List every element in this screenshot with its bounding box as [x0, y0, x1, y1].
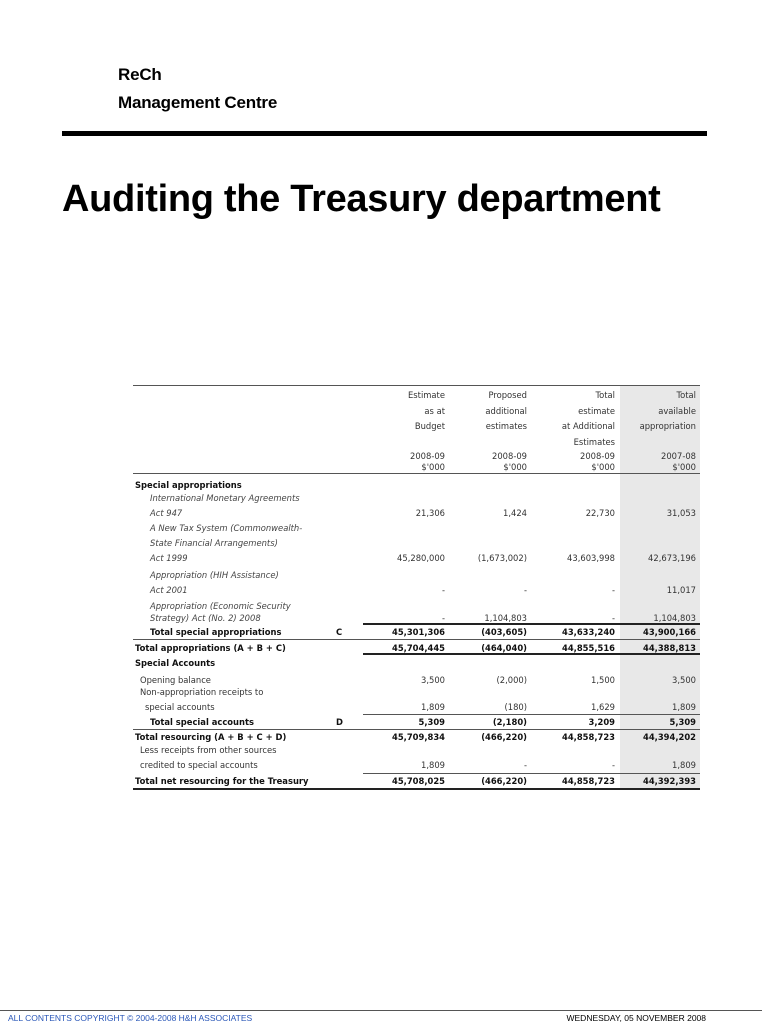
column-header-line: estimates — [485, 421, 527, 431]
header-divider — [62, 131, 707, 136]
table-cell: 42,673,196 — [648, 553, 696, 563]
column-header-line: at Additional — [561, 421, 615, 431]
table-cell: 45,704,445 — [392, 643, 445, 653]
column-year: 2008-09 — [492, 451, 527, 461]
table-cell: 3,500 — [672, 675, 696, 685]
row-label: Total special accounts — [150, 717, 254, 727]
column-year: 2008-09 — [580, 451, 615, 461]
copyright-notice: ALL CONTENTS COPYRIGHT © 2004-2008 H&H ASSOCIATES — [8, 1013, 253, 1023]
column-unit: $'000 — [421, 462, 445, 472]
table-cell: - — [441, 613, 445, 623]
column-unit: $'000 — [503, 462, 527, 472]
row-label: Special Accounts — [135, 658, 216, 668]
table-cell: (180) — [504, 702, 527, 712]
table-cell: (466,220) — [481, 776, 527, 786]
row-label: Less receipts from other sources — [140, 745, 277, 755]
row-label: special accounts — [145, 702, 215, 712]
table-cell: 45,709,834 — [392, 732, 445, 742]
row-label: Total special appropriations — [150, 627, 282, 637]
table-cell: 45,280,000 — [397, 553, 445, 563]
footer-date: WEDNESDAY, 05 NOVEMBER 2008 — [566, 1013, 706, 1023]
column-year: 2008-09 — [410, 451, 445, 461]
row-label: Total net resourcing for the Treasury — [135, 776, 309, 786]
table-rule — [363, 653, 700, 655]
document-title: Auditing the Treasury department — [62, 178, 661, 220]
table-cell: 1,104,803 — [653, 613, 696, 623]
table-cell: - — [611, 585, 615, 595]
column-header — [611, 388, 696, 435]
table-cell: 1,809 — [421, 702, 445, 712]
table-rule — [133, 639, 700, 640]
column-header-line: Estimate — [408, 390, 445, 400]
column-header-line: Estimates — [573, 436, 615, 447]
table-cell: 5,309 — [669, 717, 696, 727]
table-cell: 1,809 — [421, 760, 445, 770]
row-mark: C — [336, 627, 343, 637]
table-cell: 1,809 — [672, 702, 696, 712]
table-cell: 3,209 — [588, 717, 615, 727]
table-rule — [363, 623, 700, 625]
row-label: A New Tax System (Commonwealth- — [150, 523, 303, 533]
column-header — [442, 388, 527, 435]
table-cell: 5,309 — [418, 717, 445, 727]
table-cell: 44,855,516 — [562, 643, 615, 653]
column-header-line: Proposed — [488, 390, 527, 400]
table-cell: 1,809 — [672, 760, 696, 770]
column-header-line: available — [658, 405, 696, 416]
table-cell: 45,301,306 — [392, 627, 445, 637]
table-cell: - — [611, 613, 615, 623]
row-label: Total resourcing (A + B + C + D) — [135, 732, 287, 742]
table-cell: 44,858,723 — [562, 776, 615, 786]
table-cell: 31,053 — [666, 508, 696, 518]
table-cell: 45,708,025 — [392, 776, 445, 786]
table-cell: 11,017 — [666, 585, 696, 595]
column-year: 2007-08 — [661, 451, 696, 461]
table-rule — [133, 788, 700, 790]
row-label: Act 2001 — [150, 585, 188, 595]
column-header-line: appropriation — [639, 421, 696, 431]
table-cell: 1,629 — [591, 702, 615, 712]
table-cell: 44,392,393 — [643, 776, 696, 786]
row-label: Act 947 — [150, 508, 183, 518]
column-header-line: additional — [485, 405, 527, 416]
row-label: Special appropriations — [135, 480, 242, 490]
table-cell: 21,306 — [415, 508, 445, 518]
table-cell: 43,603,998 — [567, 553, 615, 563]
column-header-line: Budget — [414, 421, 445, 431]
row-label: Appropriation (HIH Assistance) — [150, 570, 279, 580]
table-cell: 44,858,723 — [562, 732, 615, 742]
column-unit: $'000 — [591, 462, 615, 472]
organization-subtitle: Management Centre — [118, 93, 278, 112]
row-label: Opening balance — [140, 675, 211, 685]
table-cell: (2,000) — [496, 675, 527, 685]
column-header-line: as at — [424, 405, 445, 416]
column-header — [360, 388, 445, 435]
budget-table — [133, 385, 700, 790]
table-cell: 44,388,813 — [643, 643, 696, 653]
row-label: Strategy) Act (No. 2) 2008 — [150, 613, 261, 623]
table-rule — [363, 714, 700, 715]
row-mark: D — [336, 717, 343, 727]
column-unit: $'000 — [672, 462, 696, 472]
table-cell: - — [523, 760, 527, 770]
column-header-line: Total — [676, 390, 696, 400]
table-cell: - — [611, 760, 615, 770]
table-cell: 43,633,240 — [562, 627, 615, 637]
table-cell: (403,605) — [481, 627, 527, 637]
row-label: Appropriation (Economic Security — [150, 601, 291, 611]
row-label: State Financial Arrangements) — [150, 538, 278, 548]
table-cell: (2,180) — [492, 717, 527, 727]
table-cell: 1,500 — [591, 675, 615, 685]
table-cell: 1,104,803 — [484, 613, 527, 623]
table-rule — [133, 473, 700, 474]
table-rule — [133, 385, 700, 386]
row-label: Non-appropriation receipts to — [140, 687, 264, 697]
table-cell: 44,394,202 — [643, 732, 696, 742]
table-rule — [133, 729, 700, 730]
table-cell: (466,220) — [481, 732, 527, 742]
organization-name: ReCh — [118, 65, 162, 84]
table-cell: 1,424 — [503, 508, 527, 518]
column-header — [530, 388, 615, 450]
table-cell: 43,900,166 — [643, 627, 696, 637]
column-header-line: estimate — [578, 405, 615, 416]
table-cell: - — [441, 585, 445, 595]
table-cell: 3,500 — [421, 675, 445, 685]
footer-divider — [0, 1010, 762, 1011]
table-cell: (1,673,002) — [477, 553, 527, 563]
table-cell: - — [523, 585, 527, 595]
row-label: Act 1999 — [150, 553, 188, 563]
column-header-line: Total — [595, 390, 615, 400]
table-rule — [363, 773, 700, 774]
table-cell: 22,730 — [585, 508, 615, 518]
row-label: credited to special accounts — [140, 760, 258, 770]
table-cell: (464,040) — [481, 643, 527, 653]
row-label: International Monetary Agreements — [150, 493, 300, 503]
row-label: Total appropriations (A + B + C) — [135, 643, 286, 653]
